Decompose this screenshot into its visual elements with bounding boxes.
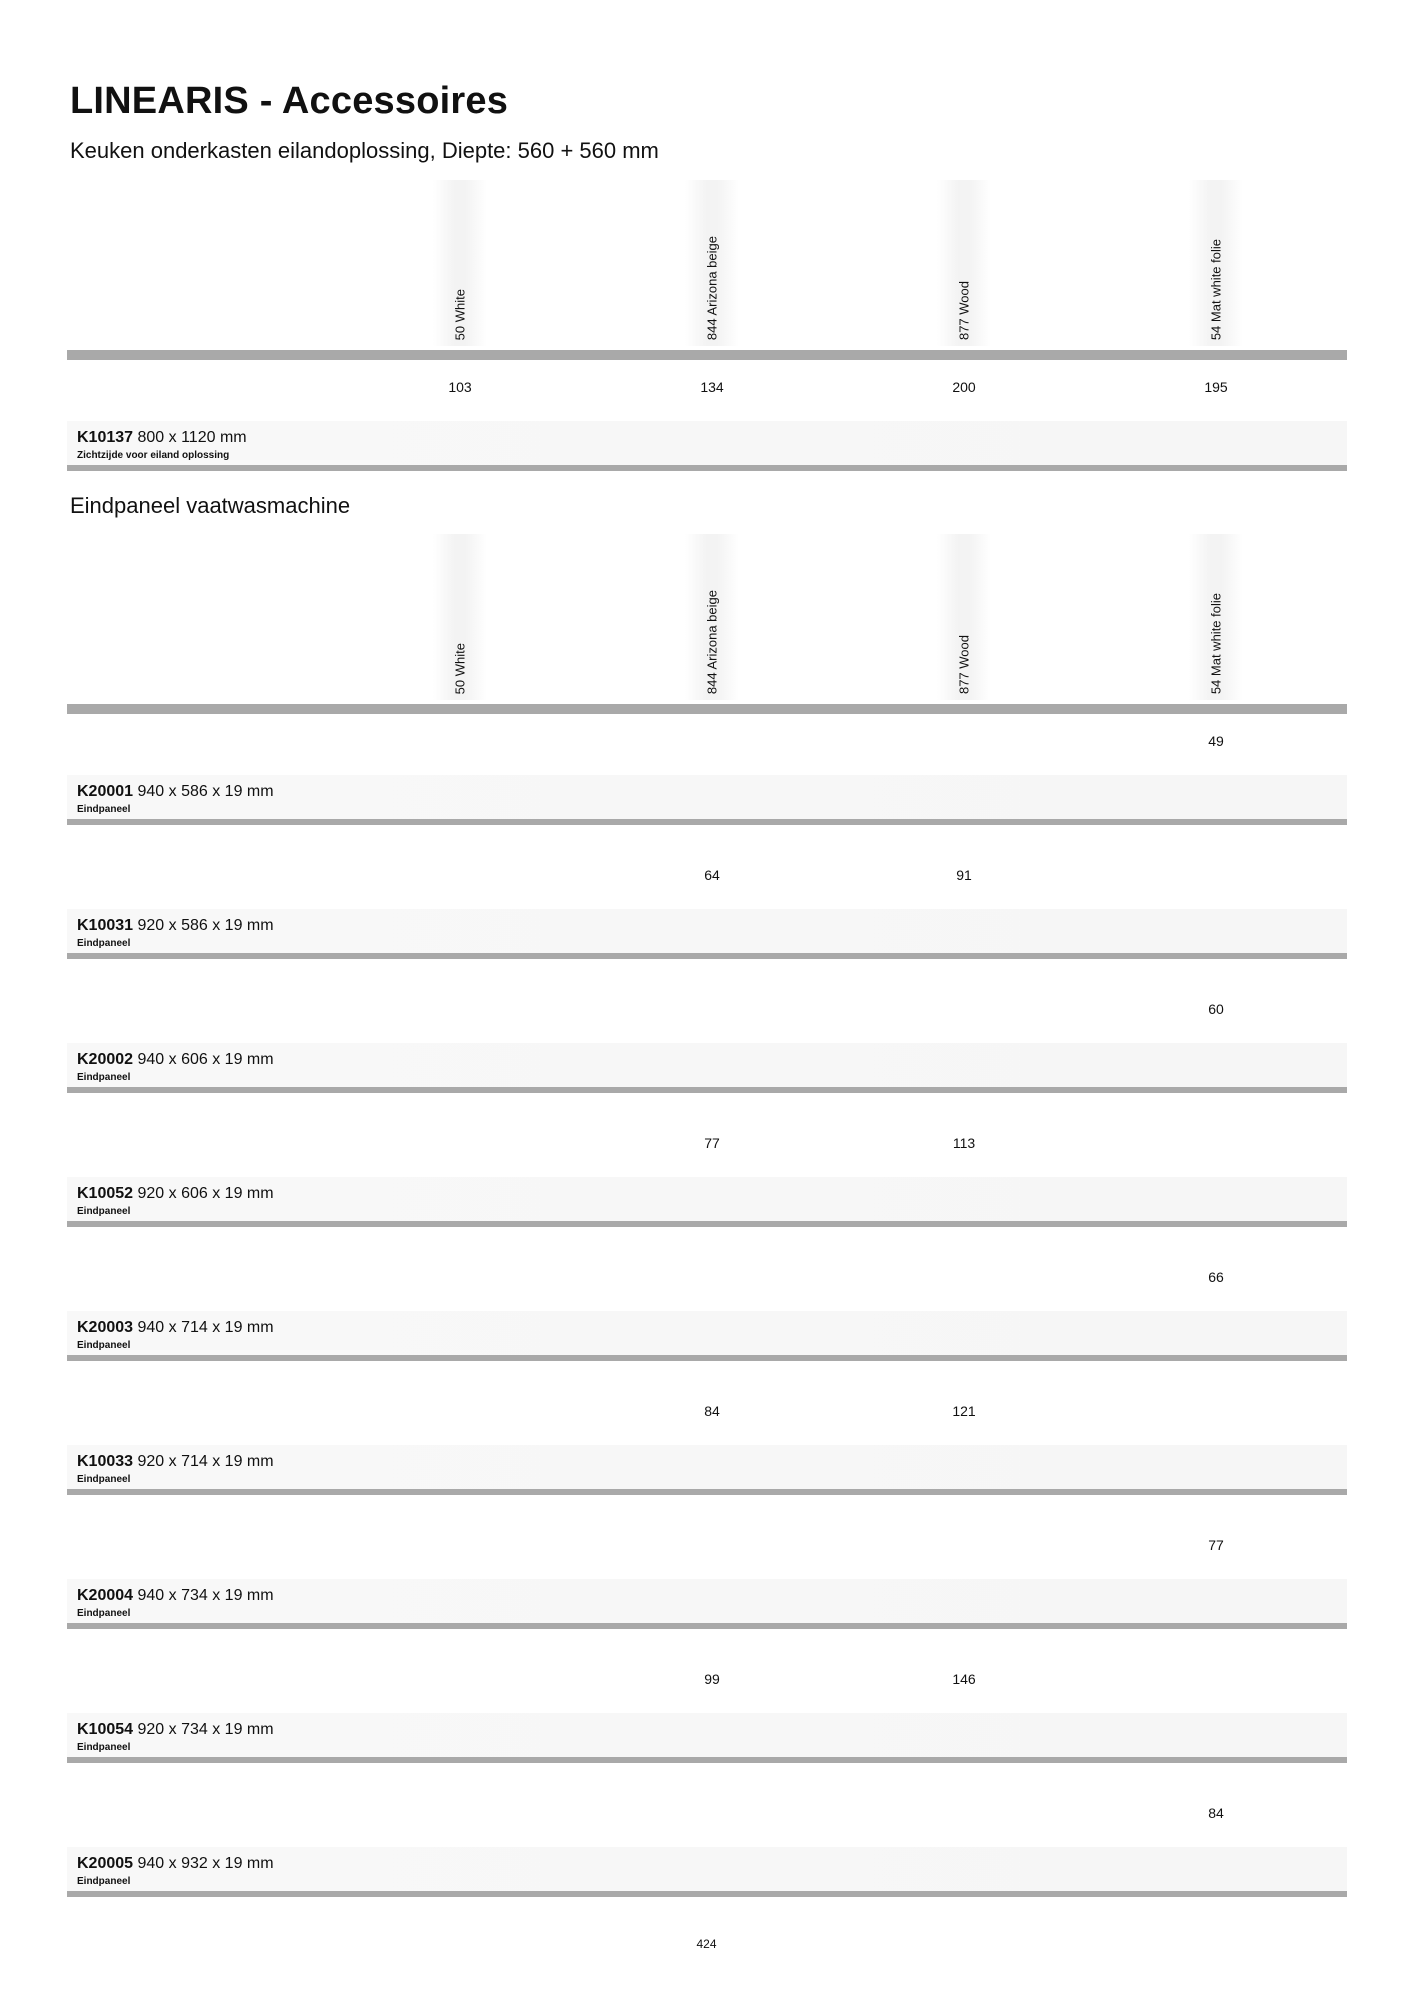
item-description: Eindpaneel [77, 1608, 131, 1619]
item-code: K20003 [77, 1319, 134, 1336]
item-code: K10137 [77, 429, 134, 446]
item-code: K10054 [77, 1721, 134, 1738]
item-box [67, 421, 1347, 465]
row-divider [67, 1355, 1347, 1361]
header-divider [67, 350, 1347, 360]
column-label: 877 Wood [956, 280, 972, 340]
table-row [67, 982, 1347, 1116]
item-description: Eindpaneel [77, 1876, 131, 1887]
item-box [67, 1445, 1347, 1489]
item-description: Zichtzijde voor eiland oplossing [77, 450, 230, 461]
item-description: Eindpaneel [77, 1742, 131, 1753]
item-dimensions: 920 x 586 x 19 mm [137, 917, 274, 934]
item-box [67, 1043, 1347, 1087]
item-box [67, 909, 1347, 953]
item-description: Eindpaneel [77, 938, 131, 949]
column-50-white [433, 534, 487, 700]
column-54-mat-white-folie [1189, 534, 1243, 700]
page-number: 424 [696, 1937, 717, 1951]
price-cells [67, 1537, 1347, 1557]
item-box [67, 1713, 1347, 1757]
item-title [77, 1185, 274, 1203]
column-header [67, 180, 1347, 350]
price-cells [67, 1403, 1347, 1423]
table-row [67, 848, 1347, 982]
row-divider [67, 1489, 1347, 1495]
price-cell: 84 [1208, 1805, 1224, 1821]
product-rows [67, 714, 1347, 1920]
item-code: K20005 [77, 1855, 134, 1872]
price-cell: 77 [704, 1135, 720, 1151]
item-title [77, 783, 274, 801]
row-divider [67, 953, 1347, 959]
item-dimensions: 940 x 606 x 19 mm [137, 1051, 274, 1068]
column-label: 844 Arizona beige [704, 235, 720, 340]
column-54-mat-white-folie [1189, 180, 1243, 346]
table-row [67, 1384, 1347, 1518]
price-cells [67, 1001, 1347, 1021]
item-title [77, 429, 247, 447]
item-title [77, 1721, 274, 1739]
row-divider [67, 1757, 1347, 1763]
item-dimensions: 920 x 714 x 19 mm [137, 1453, 274, 1470]
section-heading-eindpaneel: Eindpaneel vaatwasmachine [70, 493, 351, 518]
table-row [67, 1250, 1347, 1384]
item-description: Eindpaneel [77, 1474, 131, 1485]
item-title [77, 1453, 274, 1471]
price-cells [67, 867, 1347, 887]
price-cell: 121 [952, 1403, 976, 1419]
column-label: 877 Wood [956, 634, 972, 694]
price-cells [67, 1805, 1347, 1825]
price-cell: 49 [1208, 733, 1224, 749]
table-row [67, 1786, 1347, 1920]
table-row [67, 1652, 1347, 1786]
price-cell: 77 [1208, 1537, 1224, 1553]
price-cell: 60 [1208, 1001, 1224, 1017]
item-dimensions: 800 x 1120 mm [137, 429, 247, 446]
price-cell: 200 [952, 379, 976, 395]
column-844-arizona-beige [685, 534, 739, 700]
column-label: 50 White [452, 642, 468, 694]
column-header [67, 534, 1347, 704]
column-877-wood [937, 180, 991, 346]
item-description: Eindpaneel [77, 1072, 131, 1083]
row-divider [67, 1221, 1347, 1227]
row-divider [67, 1623, 1347, 1629]
column-label: 54 Mat white folie [1208, 592, 1224, 694]
page-title: LINEARIS - Accessoires [70, 80, 509, 122]
item-dimensions: 920 x 606 x 19 mm [137, 1185, 274, 1202]
item-box [67, 1311, 1347, 1355]
price-cell: 134 [700, 379, 724, 395]
item-code: K10052 [77, 1185, 134, 1202]
price-cell: 64 [704, 867, 720, 883]
price-cells [67, 733, 1347, 753]
item-dimensions: 940 x 586 x 19 mm [137, 783, 274, 800]
price-cells [67, 1135, 1347, 1155]
item-title [77, 1319, 274, 1337]
item-box [67, 1847, 1347, 1891]
section-eindpaneel [67, 534, 1347, 1920]
item-box [67, 1579, 1347, 1623]
item-dimensions: 940 x 932 x 19 mm [137, 1855, 274, 1872]
column-844-arizona-beige [685, 180, 739, 346]
item-box [67, 1177, 1347, 1221]
item-title [77, 1051, 274, 1069]
table-row [67, 714, 1347, 848]
item-title [77, 1855, 274, 1873]
price-cell: 84 [704, 1403, 720, 1419]
row-divider [67, 1087, 1347, 1093]
item-description: Eindpaneel [77, 804, 131, 815]
price-cells [67, 379, 1347, 399]
column-877-wood [937, 534, 991, 700]
price-cell: 66 [1208, 1269, 1224, 1285]
price-cell: 113 [952, 1135, 976, 1151]
row-divider [67, 1891, 1347, 1897]
item-dimensions: 920 x 734 x 19 mm [137, 1721, 274, 1738]
price-cell: 99 [704, 1671, 720, 1687]
section-eiland [67, 180, 1347, 494]
product-rows [67, 360, 1347, 494]
row-divider [67, 465, 1347, 471]
item-title [77, 917, 274, 935]
table-row [67, 1518, 1347, 1652]
column-50-white [433, 180, 487, 346]
item-code: K20002 [77, 1051, 134, 1068]
table-row [67, 360, 1347, 494]
price-cell: 103 [448, 379, 472, 395]
section-heading-eiland: Keuken onderkasten eilandoplossing, Diepte: 560 + 560 mm [70, 138, 659, 163]
price-cells [67, 1269, 1347, 1289]
row-divider [67, 819, 1347, 825]
item-code: K10031 [77, 917, 134, 934]
item-code: K20001 [77, 783, 134, 800]
price-cell: 146 [952, 1671, 976, 1687]
item-dimensions: 940 x 734 x 19 mm [137, 1587, 274, 1604]
item-title [77, 1587, 274, 1605]
item-description: Eindpaneel [77, 1340, 131, 1351]
item-description: Eindpaneel [77, 1206, 131, 1217]
item-code: K10033 [77, 1453, 134, 1470]
item-dimensions: 940 x 714 x 19 mm [137, 1319, 274, 1336]
item-code: K20004 [77, 1587, 134, 1604]
header-divider [67, 704, 1347, 714]
column-label: 50 White [452, 288, 468, 340]
column-label: 54 Mat white folie [1208, 238, 1224, 340]
price-cell: 91 [956, 867, 972, 883]
price-cell: 195 [1204, 379, 1228, 395]
item-box [67, 775, 1347, 819]
price-cells [67, 1671, 1347, 1691]
table-row [67, 1116, 1347, 1250]
column-label: 844 Arizona beige [704, 589, 720, 694]
